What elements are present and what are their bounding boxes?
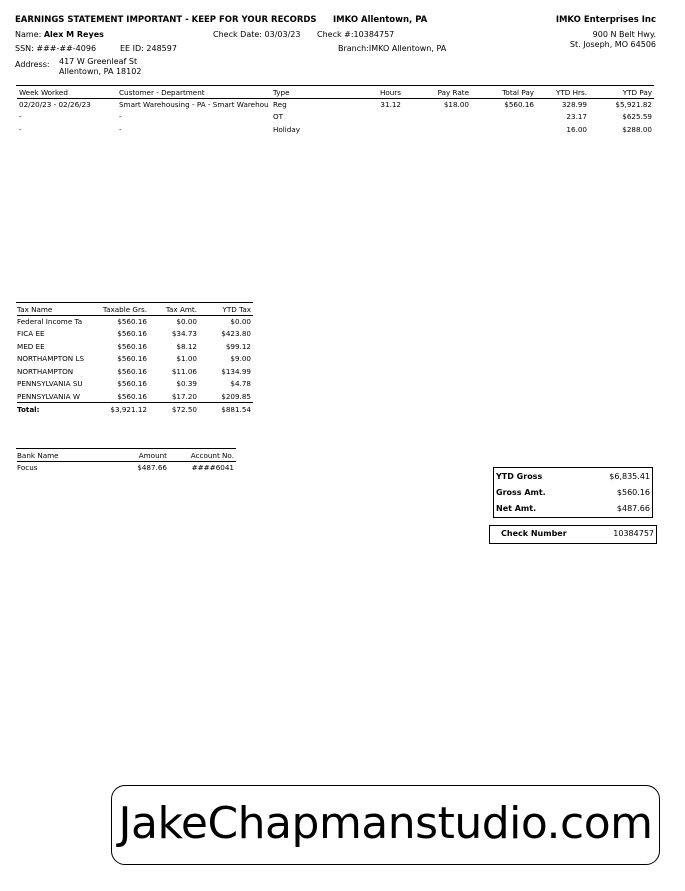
earnings-cell: $560.16 [504,100,534,109]
earnings-cell: Reg [273,100,287,109]
bank-table [17,450,236,474]
earnings-cell [333,111,401,124]
summary-row-net-amt [494,501,653,518]
tax-row [17,328,253,341]
earnings-header-type: Type [273,87,333,98]
earnings-table [17,87,654,136]
employee-name-row [15,30,104,39]
tax-total-row [17,403,253,416]
gross-amt-value: $560.16 [616,487,650,497]
tax-row [17,390,253,403]
earnings-header-total-pay: Total Pay [469,87,534,98]
earnings-cell: 02/20/23 - 02/26/23 [19,100,91,109]
tax-cell: $4.78 [230,379,251,389]
tax-cell: $560.16 [117,391,147,401]
earnings-cell: Holiday [273,124,301,134]
tax-header-name: Tax Name [17,304,95,315]
gross-amt-label: Gross Amt. [496,487,546,497]
bank-header-row [17,450,236,461]
tax-cell: $560.16 [117,341,147,351]
tax-row [17,378,253,391]
tax-cell: $423.80 [221,329,251,339]
tax-header-row [17,304,253,315]
tax-cell: FICA EE [17,329,45,339]
tax-cell: $0.00 [176,317,197,326]
employee-address-label: Address: [15,60,50,69]
tax-row [17,340,253,353]
tax-cell: $99.12 [225,341,251,351]
earnings-cell [333,123,401,136]
branch-name: IMKO Allentown, PA [333,15,428,25]
employee-name-label: Name: [15,30,42,39]
bank-cell: $487.66 [137,463,167,472]
earnings-cell: - [119,124,122,134]
company-address-line-1: 900 N Belt Hwy. [592,30,656,39]
tax-cell: $9.00 [230,354,251,364]
earnings-header-week: Week Worked [17,87,119,98]
tax-cell: $8.12 [176,341,197,351]
employee-id: EE ID: 248597 [120,44,177,53]
earnings-row [17,111,654,124]
check-branch: Branch:IMKO Allentown, PA [338,44,447,53]
summary-row-gross-amt [494,484,653,501]
tax-cell: NORTHAMPTON LS [17,354,85,364]
tax-cell: $1.00 [176,354,197,364]
tax-cell: PENNSYLVANIA SU [17,379,83,389]
ytd-gross-label: YTD Gross [496,471,543,481]
company-address-line-2: St. Joseph, MO 64506 [569,40,656,49]
statement-title: EARNINGS STATEMENT IMPORTANT - KEEP FOR YOUR RECORDS [15,15,317,25]
check-date: Check Date: 03/03/23 [213,30,301,39]
tax-total-ytd: $881.54 [221,404,251,414]
earnings-cell: 328.99 [561,100,587,109]
tax-total-label: Total: [17,404,40,414]
ytd-gross-value: $6,835.41 [609,471,650,481]
tax-table [17,304,253,416]
earnings-cell: OT [273,112,284,122]
tax-row [17,353,253,366]
employee-address-line-1: 417 W Greenleaf St [59,57,138,66]
earnings-header-customer: Customer - Department [119,87,273,98]
company-name: IMKO Enterprises Inc [555,15,656,25]
net-amt-label: Net Amt. [496,504,537,513]
tax-cell: $560.16 [117,366,147,376]
tax-total-amount: $72.50 [171,404,197,414]
earnings-cell: $625.59 [622,112,652,122]
earnings-header-row [17,87,654,98]
tax-header-taxable: Taxable Grs. [95,304,147,315]
earnings-cell: $288.00 [622,124,652,134]
bank-row [17,461,236,474]
tax-cell: $560.16 [117,329,147,339]
earnings-cell: Smart Warehousing - PA - Smart Warehou [119,100,269,109]
earnings-row [17,123,654,136]
earnings-header-pay-rate: Pay Rate [401,87,469,98]
tax-cell: $34.73 [171,329,197,339]
pay-summary-box [493,467,653,518]
tax-cell: PENNSYLVANIA W [17,391,80,401]
tax-cell: $560.16 [117,354,147,364]
earnings-cell: - [119,112,122,122]
tax-header-amount: Tax Amt. [147,304,197,315]
tax-row [17,365,253,378]
tax-top-rule [16,302,253,303]
earnings-cell [401,123,469,136]
tax-cell: $560.16 [117,379,147,389]
earnings-cell: 31.12 [380,100,401,109]
tax-cell: $0.00 [230,317,251,326]
earnings-header-ytd-pay: YTD Pay [587,87,654,98]
watermark-banner: JakeChapmanstudio.com [111,785,660,865]
summary-row-ytd-gross [494,468,653,485]
tax-cell: $17.20 [171,391,197,401]
earnings-cell [401,111,469,124]
earnings-cell: $5,921.82 [615,100,652,109]
tax-cell: NORTHAMPTON [17,366,74,376]
check-number-label: Check Number [501,529,567,538]
tax-header-ytd: YTD Tax [197,304,253,315]
tax-row [17,315,253,328]
bank-header-name: Bank Name [17,450,107,461]
bank-header-amount: Amount [107,450,167,461]
net-amt-value: $487.66 [616,504,650,513]
tax-cell: $209.85 [221,391,251,401]
earnings-top-rule [16,85,654,86]
tax-cell: $0.39 [176,379,197,389]
employee-address-line-2: Allentown, PA 18102 [59,67,142,76]
earnings-cell: $18.00 [443,100,469,109]
bank-cell: ####6041 [191,463,234,472]
earnings-cell: - [19,112,22,122]
earnings-cell: 23.17 [566,112,587,122]
check-number-value: 10384757 [613,529,654,538]
bank-top-rule [16,448,236,449]
earnings-header-hours: Hours [333,87,401,98]
earnings-cell: - [19,124,22,134]
earnings-cell [469,123,534,136]
tax-total-taxable: $3,921.12 [110,404,147,414]
earnings-cell [469,111,534,124]
check-number-header: Check #:10384757 [317,30,395,39]
earnings-header-ytd-hrs: YTD Hrs. [534,87,587,98]
bank-header-account: Account No. [167,450,236,461]
check-number-box [489,525,657,544]
tax-cell: MED EE [17,341,45,351]
tax-cell: $11.06 [171,366,197,376]
tax-cell: Federal Income Ta [17,317,83,326]
employee-name: Alex M Reyes [43,30,104,39]
tax-cell: $560.16 [117,317,147,326]
tax-cell: $134.99 [221,366,251,376]
earnings-row [17,98,654,111]
employee-ssn: SSN: ###-##-4096 [15,44,97,53]
earnings-cell: 16.00 [566,124,587,134]
bank-cell: Focus [17,463,38,472]
